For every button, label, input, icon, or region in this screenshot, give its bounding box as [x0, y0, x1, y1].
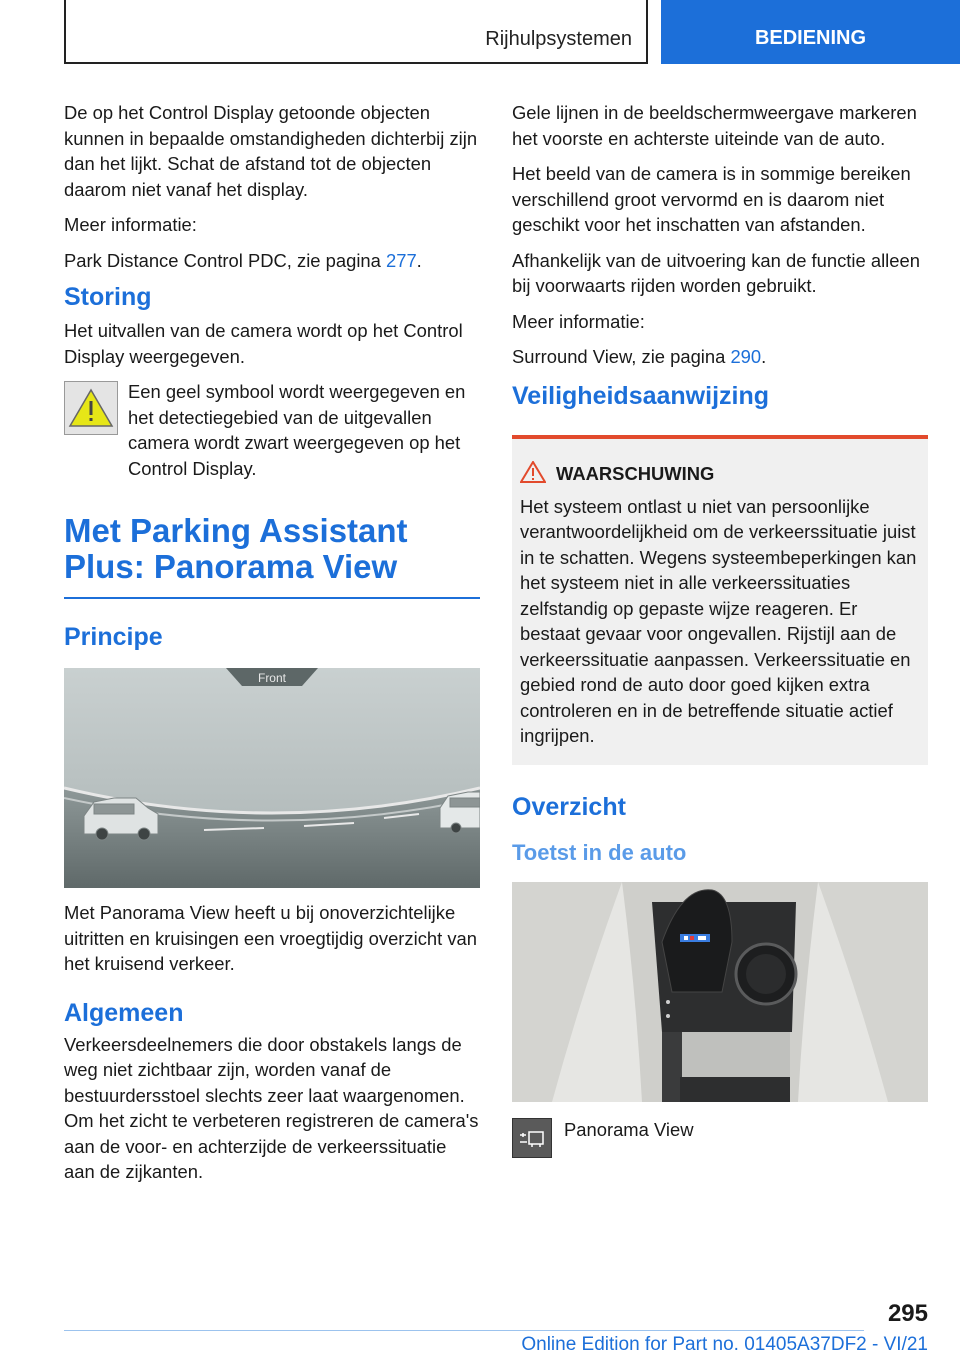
panorama-view-button-legend: [512, 1118, 928, 1158]
warning-triangle-icon: [520, 461, 546, 488]
paragraph: Afhankelijk van de uitvoering kan de functie alleen bij voorwaarts rijden worden gebruikt.: [512, 249, 920, 296]
page-number: 295: [887, 1300, 928, 1327]
yellow-warning-icon: [64, 381, 118, 435]
paragraph: Het beeld van de camera is in sommige bereiken verschillend groot vervormd en is daarom niet geschikt voor het inschatten van afstanden.: [512, 163, 911, 235]
yellow-symbol-note: [64, 379, 480, 481]
paragraph: Het uitvallen van de camera wordt op het Control Display weergegeven.: [64, 320, 463, 367]
heading-principe: Principe: [64, 623, 163, 651]
warning-box: [512, 435, 928, 765]
heading-storing: Storing: [64, 283, 152, 311]
page-link[interactable]: 277: [385, 249, 417, 271]
left-column: [64, 100, 480, 1195]
heading-algemeen: Algemeen: [64, 998, 184, 1027]
warning-text: Het systeem ontlast u niet van persoonlijke verantwoordelijkheid om de verkeerssituatie juist in te schatten. Wegens systeembeperkingen kan het systeem niet in alle verkeerssituaties zelfstandig op gepaste wijze reageren. Er bestaat gevaar voor ongevallen. Rijstijl aan de verkeerssituatie aanpassen. Verkeerssituatie en gebied rond de auto door goed kijken extra controleren en in de betreffende situatie actief ingrijpen.: [520, 495, 917, 746]
paragraph-reference: Surround View, zie pagina 290.: [512, 346, 767, 367]
page-link[interactable]: 290: [730, 346, 762, 367]
paragraph: Een geel symbool wordt weergegeven en het detectiegebied van de uitgevallen camera wordt zwart weergegeven op het Control Display.: [128, 381, 466, 479]
right-column: [512, 100, 928, 1158]
warning-title: WAARSCHUWING: [556, 463, 715, 484]
center-console-image: [512, 882, 928, 1102]
paragraph: Verkeersdeelnemers die door obstakels langs de weg niet zichtbaar zijn, worden vanaf de bestuurdersstoel slechts zeer laat waargenomen. Om het zicht te verbeteren registreren de camera's aan de voor- en achterzijde de verkeerssituatie aan de zijkanten.: [64, 1033, 479, 1182]
panorama-view-camera-image: [64, 668, 480, 888]
footer-edition: Online Edition for Part no. 01405A37DF2 - VI/21: [521, 1334, 928, 1355]
section-title: Rijhulpsystemen: [485, 28, 632, 50]
paragraph: Meer informatie:: [64, 214, 197, 235]
heading-veiligheidsaanwijzing: Veiligheidsaanwijzing: [512, 381, 770, 410]
paragraph-reference: Park Distance Control PDC, zie pagina 277.: [64, 249, 422, 271]
front-label: Front: [257, 671, 287, 685]
running-header-box: [64, 0, 648, 64]
paragraph: Meer informatie:: [512, 310, 645, 332]
paragraph: Met Panorama View heeft u bij onoverzichtelijke uitritten en kruisingen een vroegtijdig overzicht van het kruisend verkeer.: [64, 902, 477, 974]
panorama-view-icon[interactable]: [512, 1118, 552, 1158]
main-heading: Met Parking Assistant Plus: Panorama View: [64, 513, 480, 599]
paragraph: De op het Control Display getoonde objecten kunnen in bepaalde omstandigheden dichterbij zijn dan het lijkt. Schat de afstand tot de objecten daarom niet vanaf het display.: [64, 102, 478, 200]
panorama-view-label: Panorama View: [564, 1118, 694, 1140]
footer-divider: [64, 1330, 864, 1331]
heading-toets-in-de-auto: Toetst in de auto: [512, 839, 687, 865]
car-right: [440, 792, 480, 833]
heading-overzicht: Overzicht: [512, 792, 626, 821]
warning-header: [520, 461, 920, 488]
chapter-tab[interactable]: BEDIENING: [661, 0, 960, 64]
paragraph: Gele lijnen in de beeldschermweergave markeren het voorste en achterste uiteinde van de auto.: [512, 102, 917, 149]
